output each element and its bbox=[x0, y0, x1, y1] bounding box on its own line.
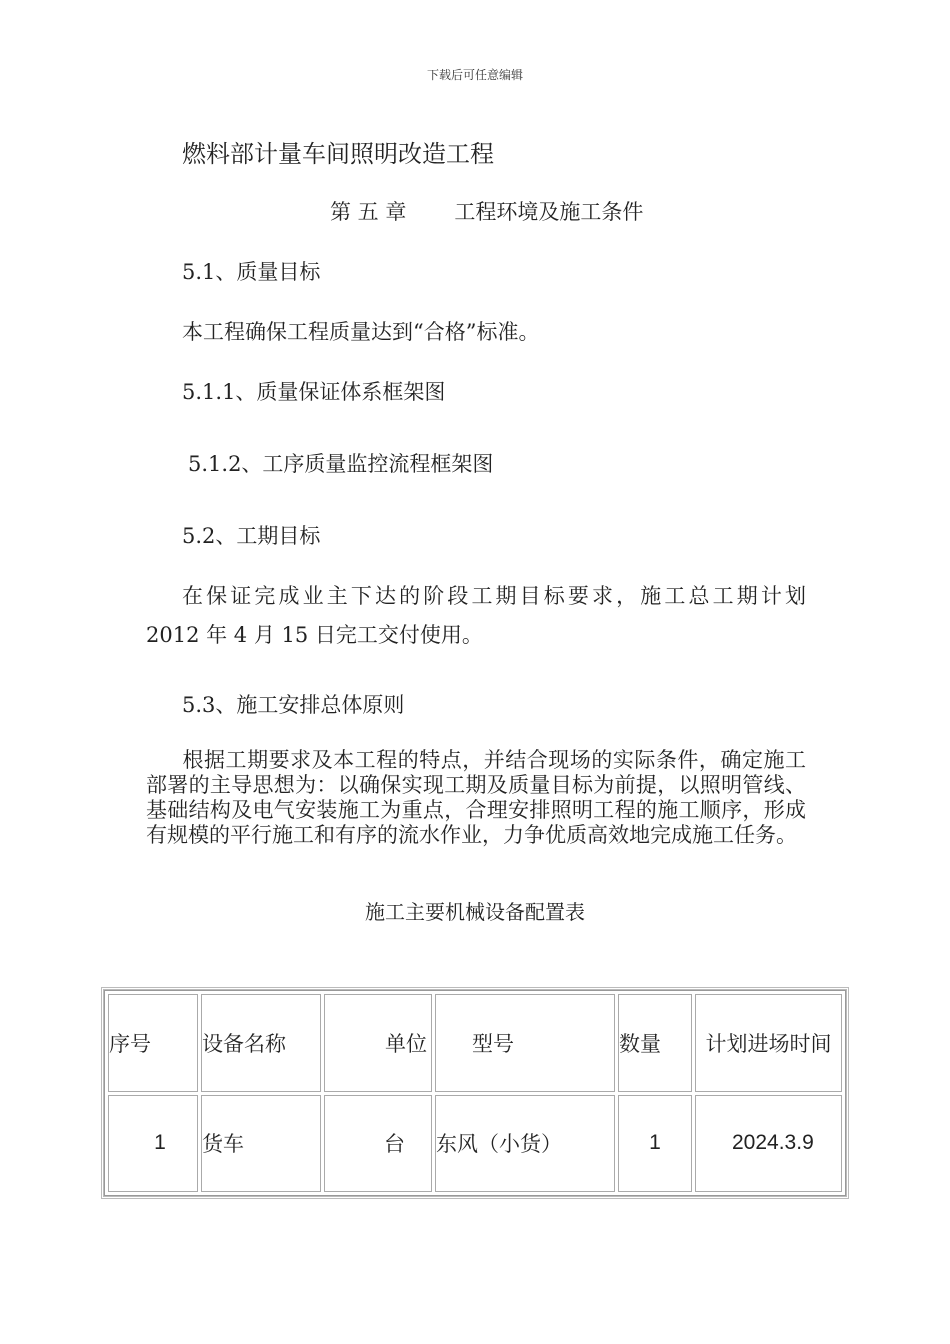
section-5-3-heading: 5.3、施工安排总体原则 bbox=[182, 693, 405, 717]
section-5-2-text-line1: 在保证完成业主下达的阶段工期目标要求，施工总工期计划 bbox=[182, 584, 806, 608]
cell-unit: 台 bbox=[324, 1095, 432, 1193]
document-title: 燃料部计量车间照明改造工程 bbox=[182, 140, 494, 168]
section-5-1-text: 本工程确保工程质量达到“合格”标准。 bbox=[182, 320, 540, 344]
chapter-number: 第 五 章 bbox=[330, 200, 407, 224]
header-cell-quantity: 数量 bbox=[618, 994, 692, 1092]
cell-arrival-time: 2024.3.9 bbox=[695, 1095, 842, 1193]
header-cell-index: 序号 bbox=[108, 994, 198, 1092]
cell-name: 货车 bbox=[201, 1095, 321, 1193]
cell-model: 东风（小货） bbox=[435, 1095, 615, 1193]
header-cell-name: 设备名称 bbox=[201, 994, 321, 1092]
section-5-2-text-line2: 2012 年 4 月 15 日完工交付使用。 bbox=[146, 623, 483, 647]
chapter-heading bbox=[330, 196, 643, 226]
header-cell-unit: 单位 bbox=[324, 994, 432, 1092]
section-5-1-heading: 5.1、质量目标 bbox=[182, 260, 321, 284]
table-caption: 施工主要机械设备配置表 bbox=[365, 900, 585, 924]
cell-quantity: 1 bbox=[618, 1095, 692, 1193]
chapter-title: 工程环境及施工条件 bbox=[454, 200, 644, 224]
equipment-table bbox=[104, 990, 846, 1196]
section-5-2-heading: 5.2、工期目标 bbox=[182, 524, 321, 548]
section-5-1-2-heading: 5.1.2、工序质量监控流程框架图 bbox=[188, 452, 494, 476]
header-cell-model: 型号 bbox=[435, 994, 615, 1092]
section-5-1-1-heading: 5.1.1、质量保证体系框架图 bbox=[182, 380, 446, 404]
section-5-3-paragraph bbox=[146, 748, 806, 848]
page-header-note: 下载后可任意编辑 bbox=[426, 68, 523, 82]
section-5-3-text: 根据工期要求及本工程的特点，并结合现场的实际条件，确定施工部署的主导思想为：以确保实现工期及质量目标为前提，以照明管线、基础结构及电气安装施工为重点，合理安排照明工程的施工顺序，形成有规模的平行施工和有序的流水作业，力争优质高效地完成施工任务。 bbox=[146, 748, 806, 847]
cell-index: 1 bbox=[108, 1095, 198, 1193]
header-cell-arrival-time: 计划进场时间 bbox=[695, 994, 842, 1092]
table-row bbox=[108, 1095, 842, 1193]
table-header-row bbox=[108, 994, 842, 1092]
